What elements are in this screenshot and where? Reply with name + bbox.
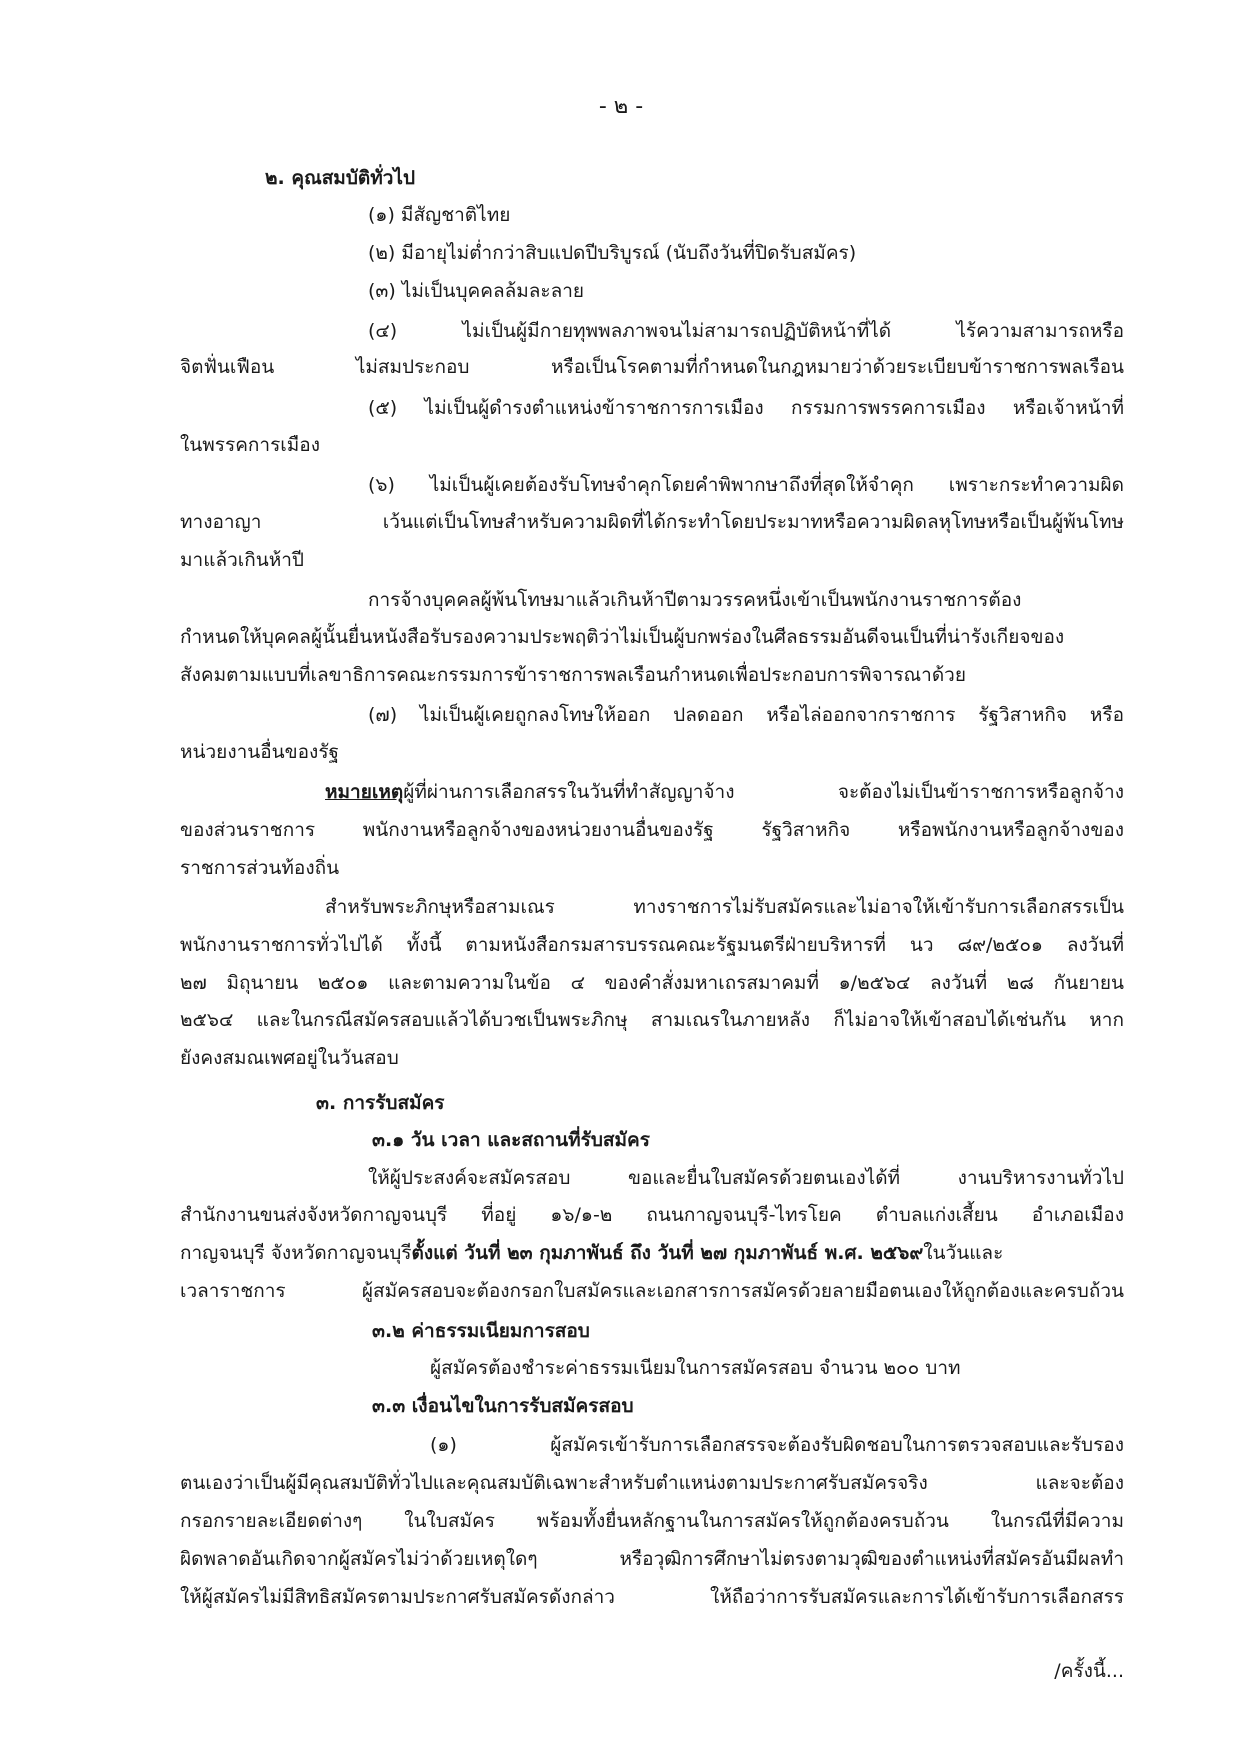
section2-item1: (๑) มีสัญชาติไทย — [368, 204, 511, 226]
note-line1-text: ผู้ที่ผ่านการเลือกสรรในวันที่ทำสัญญาจ้าง จะต้องไม่เป็นข้าราชการหรือลูกจ้าง — [403, 781, 1124, 803]
note-line1 — [325, 777, 1124, 807]
section3-3-line4: ผิดพลาดอันเกิดจากผู้สมัครไม่ว่าด้วยเหตุใดๆ หรือวุฒิการศึกษาไม่ตรงตามวุฒิของตำแหน่งที่สมัครอันมีผลทำ — [180, 1548, 1124, 1570]
section2-para-line2: กำหนดให้บุคคลผู้นั้นยื่นหนังสือรับรองความประพฤติว่าไม่เป็นผู้บกพร่องในศีลธรรมอันดีจนเป็นที่น่ารังเกียจของ — [180, 626, 1065, 648]
monk-line4: ๒๕๖๔ และในกรณีสมัครสอบแล้วได้บวชเป็นพระภิกษุ สามเณรในภายหลัง ก็ไม่อาจให้เข้าสอบได้เช่นกัน หาก — [180, 1009, 1124, 1031]
section2-item5-line2: ในพรรคการเมือง — [180, 434, 320, 456]
section3-2-line1: ผู้สมัครต้องชำระค่าธรรมเนียมในการสมัครสอบ จำนวน ๒๐๐ บาท — [430, 1357, 961, 1379]
section3-1-line2: สำนักงานขนส่งจังหวัดกาญจนบุรี ที่อยู่ ๑๖/๑-๒ ถนนกาญจนบุรี-ไทรโยค ตำบลแก่งเสี้ยน อำเภอเมือง — [180, 1204, 1124, 1226]
section3-3-line3: กรอกรายละเอียดต่างๆ ในใบสมัคร พร้อมทั้งยื่นหลักฐานในการสมัครให้ถูกต้องครบถ้วน ในกรณีที่มีความ — [180, 1510, 1124, 1532]
monk-line3: ๒๗ มิถุนายน ๒๕๐๑ และตามความในข้อ ๔ ของคำสั่งมหาเถรสมาคมที่ ๑/๒๕๖๔ ลงวันที่ ๒๘ กันยายน — [180, 972, 1124, 994]
section2-item7-line1: (๗) ไม่เป็นผู้เคยถูกลงโทษให้ออก ปลดออก หรือไล่ออกจากราชการ รัฐวิสาหกิจ หรือ — [368, 704, 1124, 726]
note-line3: ราชการส่วนท้องถิ่น — [180, 857, 340, 879]
section2-para-line3: สังคมตามแบบที่เลขาธิการคณะกรรมการข้าราชการพลเรือนกำหนดเพื่อประกอบการพิจารณาด้วย — [180, 664, 966, 686]
section3-3-line5: ให้ผู้สมัครไม่มีสิทธิสมัครตามประกาศรับสมัครดังกล่าว ให้ถือว่าการรับสมัครและการได้เข้ารับการเลือกสรร — [180, 1586, 1124, 1608]
section2-item6-line3: มาแล้วเกินห้าปี — [180, 549, 304, 571]
section3-1-heading: ๓.๑ วัน เวลา และสถานที่รับสมัคร — [372, 1129, 650, 1151]
note-label: หมายเหตุ — [325, 781, 404, 803]
section3-3-line1: (๑) ผู้สมัครเข้ารับการเลือกสรรจะต้องรับผิดชอบในการตรวจสอบและรับรอง — [430, 1434, 1124, 1456]
section2-item2: (๒) มีอายุไม่ต่ำกว่าสิบแปดปีบริบูรณ์ (นับถึงวันที่ปิดรับสมัคร) — [368, 242, 857, 264]
section3-3-line2: ตนเองว่าเป็นผู้มีคุณสมบัติทั่วไปและคุณสมบัติเฉพาะสำหรับตำแหน่งตามประกาศรับสมัครจริง และจะต้อง — [180, 1472, 1124, 1494]
section2-item4-line2: จิตฟั่นเฟือน ไม่สมประกอบ หรือเป็นโรคตามที่กำหนดในกฎหมายว่าด้วยระเบียบข้าราชการพลเรือน — [180, 356, 1124, 378]
section3-1-line3 — [180, 1238, 1124, 1268]
section3-3-heading: ๓.๓ เงื่อนไขในการรับสมัครสอบ — [372, 1395, 634, 1417]
section2-item4-line1: (๔) ไม่เป็นผู้มีกายทุพพลภาพจนไม่สามารถปฏิบัติหน้าที่ได้ ไร้ความสามารถหรือ — [368, 320, 1124, 342]
section2-item7-line2: หน่วยงานอื่นของรัฐ — [180, 741, 340, 763]
section2-item6-line2: ทางอาญา เว้นแต่เป็นโทษสำหรับความผิดที่ได้กระทำโดยประมาทหรือความผิดลหุโทษหรือเป็นผู้พ้นโทษ — [180, 511, 1124, 533]
section3-heading: ๓. การรับสมัคร — [316, 1092, 445, 1114]
application-dates: ตั้งแต่ วันที่ ๒๓ กุมภาพันธ์ ถึง วันที่ ๒๗ กุมภาพันธ์ พ.ศ. ๒๕๖๙ — [411, 1242, 924, 1264]
monk-line2: พนักงานราชการทั่วไปได้ ทั้งนี้ ตามหนังสือกรมสารบรรณคณะรัฐมนตรีฝ่ายบริหารที่ นว ๘๙/๒๕๐๑ ลงวันที่ — [180, 934, 1124, 956]
section3-2-heading: ๓.๒ ค่าธรรมเนียมการสอบ — [372, 1320, 590, 1342]
page-number: - ๒ - — [598, 94, 644, 119]
section2-item3: (๓) ไม่เป็นบุคคลล้มละลาย — [368, 280, 585, 302]
section2-heading: ๒. คุณสมบัติทั่วไป — [265, 167, 416, 189]
section3-1-line1: ให้ผู้ประสงค์จะสมัครสอบ ขอและยื่นใบสมัครด้วยตนเองได้ที่ งานบริหารงานทั่วไป — [368, 1167, 1124, 1189]
continuation-footer: /ครั้งนี้... — [1054, 1660, 1124, 1682]
section3-1-line3-end: ในวันและ — [923, 1242, 1004, 1264]
monk-line1: สำหรับพระภิกษุหรือสามเณร ทางราชการไม่รับสมัครและไม่อาจให้เข้ารับการเลือกสรรเป็น — [325, 896, 1124, 918]
section3-1-line4: เวลาราชการ ผู้สมัครสอบจะต้องกรอกใบสมัครและเอกสารการสมัครด้วยลายมือตนเองให้ถูกต้องและครบถ้วน — [180, 1280, 1124, 1302]
section2-item6-line1: (๖) ไม่เป็นผู้เคยต้องรับโทษจำคุกโดยคำพิพากษาถึงที่สุดให้จำคุก เพราะกระทำความผิด — [368, 474, 1124, 496]
section2-para-line1: การจ้างบุคคลผู้พ้นโทษมาแล้วเกินห้าปีตามวรรคหนึ่งเข้าเป็นพนักงานราชการต้อง — [368, 589, 1022, 611]
section3-1-line3-start: กาญจนบุรี จังหวัดกาญจนบุรี — [180, 1242, 412, 1264]
monk-line5: ยังคงสมณเพศอยู่ในวันสอบ — [180, 1047, 399, 1069]
section2-item5-line1: (๕) ไม่เป็นผู้ดำรงตำแหน่งข้าราชการการเมือง กรรมการพรรคการเมือง หรือเจ้าหน้าที่ — [368, 397, 1124, 419]
note-line2: ของส่วนราชการ พนักงานหรือลูกจ้างของหน่วยงานอื่นของรัฐ รัฐวิสาหกิจ หรือพนักงานหรือลูกจ้างของ — [180, 819, 1124, 841]
